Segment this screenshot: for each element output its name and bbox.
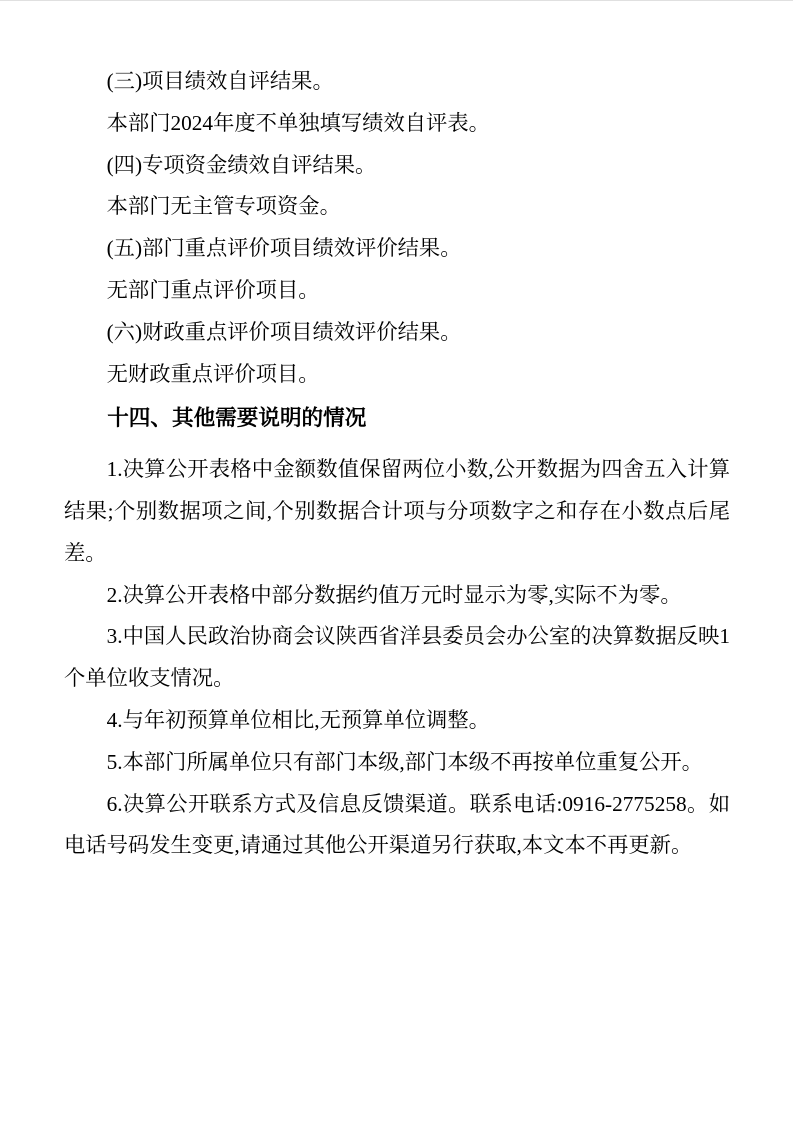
note-item-3: 3.中国人民政治协商会议陕西省洋县委员会办公室的决算数据反映1个单位收支情况。	[64, 624, 730, 691]
note-item-5: 5.本部门所属单位只有部门本级,部门本级不再按单位重复公开。	[106, 749, 703, 774]
subsection-4-body: 本部门无主管专项资金。	[106, 194, 341, 219]
subsection-5-heading: (五)部门重点评价项目绩效评价结果。	[106, 236, 462, 261]
note-item-2: 2.决算公开表格中部分数据约值万元时显示为零,实际不为零。	[106, 582, 682, 607]
subsection-3-body: 本部门2024年度不单独填写绩效自评表。	[106, 110, 490, 135]
subsection-3-heading: (三)项目绩效自评结果。	[106, 69, 334, 93]
subsection-6-heading: (六)财政重点评价项目绩效评价结果。	[106, 319, 462, 344]
section-14-heading: 十四、其他需要说明的情况	[107, 405, 367, 431]
note-item-1: 1.决算公开表格中金额数值保留两位小数,公开数据为四舍五入计算结果;个别数据项之间,个别数据合计项与分项数字之和存在小数点后尾差。	[64, 457, 730, 565]
note-item-4: 4.与年初预算单位相比,无预算单位调整。	[106, 707, 490, 732]
subsection-4-heading: (四)专项资金绩效自评结果。	[106, 152, 377, 177]
note-item-6: 6.决算公开联系方式及信息反馈渠道。联系电话:0916-2775258。如电话号码发生变更,请通过其他公开渠道另行获取,本文本不再更新。	[64, 791, 730, 858]
subsection-6-body: 无财政重点评价项目。	[106, 361, 320, 386]
subsection-5-body: 无部门重点评价项目。	[106, 277, 320, 302]
